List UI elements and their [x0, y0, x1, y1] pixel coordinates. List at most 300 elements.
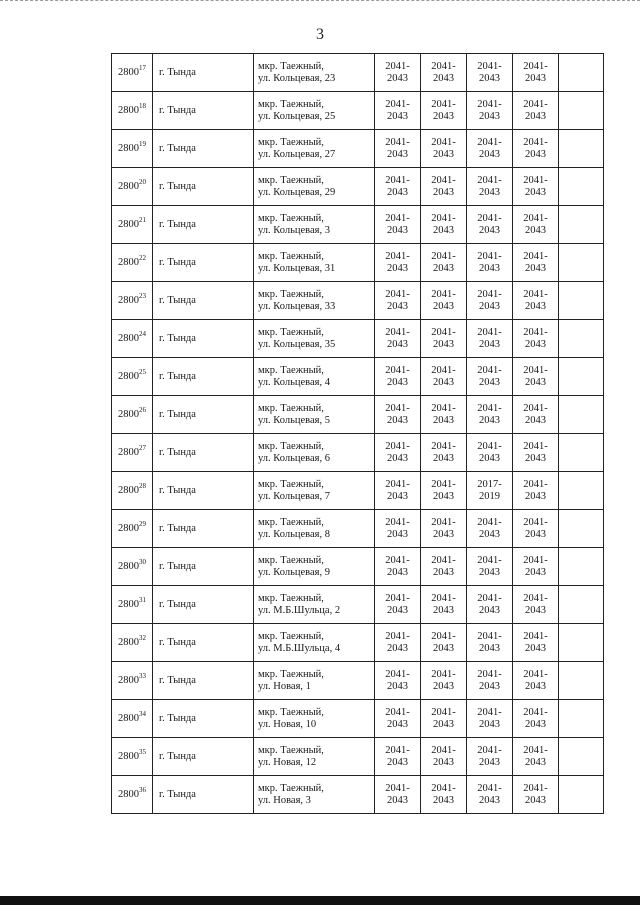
table-row	[112, 776, 604, 814]
year-range-cell	[467, 358, 513, 396]
year-range-start: 2041-	[385, 60, 410, 72]
table-row	[112, 738, 604, 776]
year-range-cell	[513, 510, 559, 548]
object-code: 2800	[118, 256, 139, 268]
city-cell: г. Тында	[153, 434, 254, 472]
year-range-start: 2041-	[477, 136, 502, 148]
address-cell	[254, 282, 375, 320]
object-code-cell	[112, 738, 153, 776]
year-range-start: 2041-	[431, 478, 456, 490]
address-line-2: ул. Кольцевая, 23	[258, 72, 336, 84]
object-code-cell	[112, 168, 153, 206]
year-range-cell	[421, 662, 467, 700]
object-code-suffix: 33	[139, 671, 146, 680]
year-range-cell	[513, 586, 559, 624]
object-code-suffix: 19	[139, 139, 146, 148]
year-range-end: 2043	[525, 72, 546, 84]
year-range-start: 2041-	[477, 402, 502, 414]
year-range-start: 2041-	[385, 326, 410, 338]
year-range-start: 2041-	[385, 288, 410, 300]
address-cell	[254, 92, 375, 130]
year-range-cell	[467, 738, 513, 776]
table-row	[112, 396, 604, 434]
address-line-1: мкр. Таежный,	[258, 744, 324, 756]
year-range-start: 2041-	[431, 668, 456, 680]
year-range-end: 2043	[525, 452, 546, 464]
register-table	[111, 53, 604, 814]
object-code-cell	[112, 586, 153, 624]
object-code-cell	[112, 624, 153, 662]
year-range-end: 2043	[387, 148, 408, 160]
city-cell: г. Тында	[153, 130, 254, 168]
year-range-start: 2041-	[523, 630, 548, 642]
year-range-cell	[513, 396, 559, 434]
year-range-start: 2041-	[385, 136, 410, 148]
year-range-cell	[375, 130, 421, 168]
year-range-cell	[421, 510, 467, 548]
object-code-cell	[112, 130, 153, 168]
empty-cell	[559, 548, 604, 586]
object-code: 2800	[118, 370, 139, 382]
year-range-start: 2041-	[523, 592, 548, 604]
empty-cell	[559, 92, 604, 130]
year-range-start: 2041-	[477, 212, 502, 224]
table-row	[112, 358, 604, 396]
year-range-start: 2041-	[431, 250, 456, 262]
year-range-cell	[375, 358, 421, 396]
year-range-end: 2043	[525, 680, 546, 692]
table-row	[112, 472, 604, 510]
year-range-end: 2043	[387, 414, 408, 426]
year-range-end: 2043	[433, 756, 454, 768]
object-code: 2800	[118, 218, 139, 230]
address-line-2: ул. Новая, 10	[258, 718, 317, 730]
year-range-start: 2041-	[385, 250, 410, 262]
year-range-start: 2041-	[477, 174, 502, 186]
year-range-end: 2043	[387, 794, 408, 806]
address-cell	[254, 434, 375, 472]
city-cell: г. Тында	[153, 282, 254, 320]
year-range-cell	[421, 282, 467, 320]
object-code-suffix: 24	[139, 329, 146, 338]
address-line-1: мкр. Таежный,	[258, 478, 324, 490]
year-range-end: 2043	[525, 794, 546, 806]
year-range-end: 2043	[525, 490, 546, 502]
year-range-cell	[375, 282, 421, 320]
year-range-cell	[375, 510, 421, 548]
address-line-1: мкр. Таежный,	[258, 288, 324, 300]
year-range-end: 2043	[433, 718, 454, 730]
year-range-start: 2041-	[477, 706, 502, 718]
empty-cell	[559, 244, 604, 282]
year-range-cell	[421, 168, 467, 206]
year-range-start: 2041-	[523, 440, 548, 452]
year-range-end: 2043	[433, 300, 454, 312]
year-range-end: 2043	[387, 718, 408, 730]
object-code-suffix: 21	[139, 215, 146, 224]
year-range-start: 2041-	[523, 668, 548, 680]
year-range-end: 2043	[479, 300, 500, 312]
year-range-cell	[421, 130, 467, 168]
year-range-cell	[467, 282, 513, 320]
year-range-start: 2041-	[523, 516, 548, 528]
year-range-end: 2043	[525, 110, 546, 122]
year-range-cell	[375, 396, 421, 434]
year-range-end: 2043	[433, 680, 454, 692]
address-cell	[254, 244, 375, 282]
year-range-start: 2041-	[385, 630, 410, 642]
year-range-start: 2041-	[523, 212, 548, 224]
year-range-end: 2043	[433, 148, 454, 160]
year-range-cell	[513, 282, 559, 320]
address-line-2: ул. Новая, 1	[258, 680, 311, 692]
year-range-end: 2043	[433, 794, 454, 806]
year-range-end: 2043	[525, 604, 546, 616]
year-range-end: 2043	[479, 718, 500, 730]
year-range-end: 2043	[479, 756, 500, 768]
address-line-2: ул. М.Б.Шульца, 2	[258, 604, 341, 616]
year-range-end: 2043	[387, 604, 408, 616]
address-cell	[254, 662, 375, 700]
address-cell	[254, 396, 375, 434]
address-line-2: ул. Кольцевая, 9	[258, 566, 330, 578]
year-range-start: 2041-	[523, 60, 548, 72]
year-range-end: 2043	[433, 452, 454, 464]
address-line-1: мкр. Таежный,	[258, 136, 324, 148]
year-range-cell	[513, 434, 559, 472]
year-range-cell	[467, 434, 513, 472]
year-range-end: 2043	[433, 262, 454, 274]
empty-cell	[559, 130, 604, 168]
year-range-end: 2043	[387, 224, 408, 236]
object-code-suffix: 25	[139, 367, 146, 376]
register-table-body	[112, 54, 604, 814]
year-range-end: 2043	[433, 72, 454, 84]
year-range-start: 2041-	[523, 478, 548, 490]
object-code-suffix: 18	[139, 101, 146, 110]
address-cell	[254, 130, 375, 168]
year-range-end: 2043	[479, 186, 500, 198]
year-range-end: 2043	[525, 148, 546, 160]
object-code-suffix: 20	[139, 177, 146, 186]
year-range-cell	[513, 776, 559, 814]
year-range-start: 2041-	[477, 744, 502, 756]
object-code: 2800	[118, 408, 139, 420]
address-line-1: мкр. Таежный,	[258, 250, 324, 262]
address-line-1: мкр. Таежный,	[258, 212, 324, 224]
year-range-end: 2043	[433, 604, 454, 616]
address-cell	[254, 700, 375, 738]
scan-bottom-edge	[0, 896, 640, 905]
year-range-start: 2041-	[385, 554, 410, 566]
city-cell: г. Тында	[153, 738, 254, 776]
address-cell	[254, 776, 375, 814]
year-range-start: 2041-	[431, 136, 456, 148]
year-range-cell	[513, 92, 559, 130]
year-range-end: 2043	[433, 528, 454, 540]
year-range-start: 2041-	[477, 668, 502, 680]
year-range-cell	[375, 92, 421, 130]
address-line-2: ул. Кольцевая, 4	[258, 376, 330, 388]
year-range-start: 2041-	[385, 98, 410, 110]
year-range-start: 2041-	[523, 98, 548, 110]
year-range-cell	[467, 510, 513, 548]
year-range-start: 2041-	[477, 554, 502, 566]
year-range-cell	[421, 586, 467, 624]
year-range-start: 2041-	[431, 630, 456, 642]
address-line-1: мкр. Таежный,	[258, 326, 324, 338]
year-range-end: 2043	[525, 224, 546, 236]
year-range-end: 2043	[479, 604, 500, 616]
year-range-cell	[513, 130, 559, 168]
year-range-cell	[375, 168, 421, 206]
address-line-1: мкр. Таежный,	[258, 174, 324, 186]
year-range-end: 2043	[387, 72, 408, 84]
year-range-end: 2043	[525, 414, 546, 426]
year-range-end: 2043	[387, 680, 408, 692]
empty-cell	[559, 168, 604, 206]
year-range-start: 2041-	[385, 478, 410, 490]
year-range-cell	[375, 320, 421, 358]
table-row	[112, 700, 604, 738]
year-range-end: 2043	[479, 72, 500, 84]
year-range-start: 2041-	[523, 364, 548, 376]
year-range-end: 2043	[525, 642, 546, 654]
address-line-2: ул. Новая, 3	[258, 794, 311, 806]
address-line-1: мкр. Таежный,	[258, 98, 324, 110]
year-range-end: 2043	[525, 376, 546, 388]
year-range-end: 2043	[433, 186, 454, 198]
year-range-cell	[421, 700, 467, 738]
address-line-2: ул. Кольцевая, 5	[258, 414, 330, 426]
year-range-cell	[467, 54, 513, 92]
year-range-end: 2043	[387, 300, 408, 312]
object-code: 2800	[118, 712, 139, 724]
year-range-end: 2043	[433, 642, 454, 654]
year-range-start: 2041-	[431, 402, 456, 414]
year-range-start: 2041-	[431, 554, 456, 566]
object-code-cell	[112, 358, 153, 396]
object-code-cell	[112, 282, 153, 320]
table-row	[112, 282, 604, 320]
empty-cell	[559, 54, 604, 92]
address-line-1: мкр. Таежный,	[258, 782, 324, 794]
year-range-cell	[375, 548, 421, 586]
object-code: 2800	[118, 750, 139, 762]
year-range-start: 2041-	[385, 516, 410, 528]
address-line-1: мкр. Таежный,	[258, 668, 324, 680]
object-code-suffix: 23	[139, 291, 146, 300]
object-code-cell	[112, 320, 153, 358]
year-range-end: 2043	[433, 376, 454, 388]
object-code-cell	[112, 92, 153, 130]
empty-cell	[559, 700, 604, 738]
year-range-start: 2041-	[431, 60, 456, 72]
object-code-cell	[112, 662, 153, 700]
year-range-start: 2041-	[477, 364, 502, 376]
object-code: 2800	[118, 446, 139, 458]
year-range-cell	[421, 548, 467, 586]
address-line-1: мкр. Таежный,	[258, 706, 324, 718]
object-code: 2800	[118, 66, 139, 78]
year-range-start: 2041-	[385, 174, 410, 186]
table-row	[112, 624, 604, 662]
empty-cell	[559, 282, 604, 320]
year-range-cell	[375, 206, 421, 244]
address-line-1: мкр. Таежный,	[258, 516, 324, 528]
year-range-end: 2043	[387, 186, 408, 198]
empty-cell	[559, 776, 604, 814]
city-cell: г. Тында	[153, 358, 254, 396]
address-line-2: ул. Кольцевая, 6	[258, 452, 330, 464]
year-range-start: 2041-	[431, 326, 456, 338]
year-range-cell	[421, 358, 467, 396]
year-range-start: 2041-	[431, 98, 456, 110]
year-range-cell	[513, 548, 559, 586]
address-line-2: ул. Кольцевая, 33	[258, 300, 336, 312]
year-range-start: 2041-	[385, 402, 410, 414]
year-range-cell	[513, 320, 559, 358]
year-range-start: 2041-	[431, 174, 456, 186]
year-range-cell	[467, 700, 513, 738]
year-range-end: 2043	[433, 414, 454, 426]
address-line-2: ул. Кольцевая, 29	[258, 186, 336, 198]
address-cell	[254, 510, 375, 548]
year-range-end: 2043	[387, 566, 408, 578]
year-range-cell	[421, 92, 467, 130]
year-range-cell	[467, 472, 513, 510]
year-range-cell	[467, 206, 513, 244]
year-range-start: 2041-	[431, 516, 456, 528]
address-line-2: ул. Кольцевая, 31	[258, 262, 336, 274]
year-range-cell	[421, 320, 467, 358]
year-range-start: 2017-	[477, 478, 502, 490]
empty-cell	[559, 472, 604, 510]
address-line-2: ул. Кольцевая, 35	[258, 338, 336, 350]
table-row	[112, 244, 604, 282]
year-range-cell	[375, 624, 421, 662]
year-range-end: 2043	[479, 642, 500, 654]
address-line-2: ул. Новая, 12	[258, 756, 317, 768]
year-range-start: 2041-	[431, 744, 456, 756]
city-cell: г. Тында	[153, 92, 254, 130]
year-range-end: 2043	[387, 338, 408, 350]
year-range-cell	[421, 624, 467, 662]
year-range-end: 2043	[387, 262, 408, 274]
year-range-start: 2041-	[477, 288, 502, 300]
city-cell: г. Тында	[153, 168, 254, 206]
year-range-end: 2043	[525, 262, 546, 274]
year-range-cell	[421, 472, 467, 510]
year-range-start: 2041-	[523, 250, 548, 262]
year-range-start: 2041-	[385, 744, 410, 756]
year-range-end: 2043	[479, 148, 500, 160]
address-cell	[254, 206, 375, 244]
address-line-2: ул. Кольцевая, 7	[258, 490, 330, 502]
empty-cell	[559, 206, 604, 244]
object-code-cell	[112, 206, 153, 244]
table-row	[112, 662, 604, 700]
year-range-start: 2041-	[523, 706, 548, 718]
table-row	[112, 92, 604, 130]
year-range-start: 2041-	[385, 364, 410, 376]
object-code-suffix: 34	[139, 709, 146, 718]
year-range-end: 2043	[479, 110, 500, 122]
year-range-start: 2041-	[431, 592, 456, 604]
year-range-cell	[421, 54, 467, 92]
object-code-suffix: 29	[139, 519, 146, 528]
object-code: 2800	[118, 560, 139, 572]
year-range-cell	[467, 168, 513, 206]
city-cell: г. Тында	[153, 700, 254, 738]
address-line-1: мкр. Таежный,	[258, 554, 324, 566]
address-cell	[254, 168, 375, 206]
object-code: 2800	[118, 332, 139, 344]
year-range-cell	[513, 54, 559, 92]
object-code-cell	[112, 434, 153, 472]
year-range-start: 2041-	[431, 440, 456, 452]
address-line-1: мкр. Таежный,	[258, 364, 324, 376]
object-code-suffix: 26	[139, 405, 146, 414]
city-cell: г. Тында	[153, 244, 254, 282]
year-range-start: 2041-	[477, 782, 502, 794]
year-range-cell	[467, 244, 513, 282]
year-range-end: 2043	[433, 110, 454, 122]
year-range-cell	[513, 206, 559, 244]
city-cell: г. Тында	[153, 662, 254, 700]
year-range-end: 2043	[479, 262, 500, 274]
year-range-cell	[421, 738, 467, 776]
year-range-cell	[421, 396, 467, 434]
table-row	[112, 130, 604, 168]
object-code: 2800	[118, 294, 139, 306]
empty-cell	[559, 320, 604, 358]
table-row	[112, 168, 604, 206]
year-range-cell	[421, 244, 467, 282]
year-range-cell	[513, 358, 559, 396]
address-cell	[254, 358, 375, 396]
empty-cell	[559, 434, 604, 472]
year-range-end: 2043	[387, 642, 408, 654]
year-range-end: 2043	[387, 110, 408, 122]
address-line-1: мкр. Таежный,	[258, 402, 324, 414]
object-code: 2800	[118, 180, 139, 192]
year-range-cell	[513, 472, 559, 510]
year-range-start: 2041-	[477, 98, 502, 110]
object-code-suffix: 22	[139, 253, 146, 262]
year-range-cell	[375, 738, 421, 776]
year-range-cell	[375, 244, 421, 282]
object-code-cell	[112, 548, 153, 586]
object-code-suffix: 31	[139, 595, 146, 604]
year-range-start: 2041-	[523, 402, 548, 414]
year-range-start: 2041-	[431, 706, 456, 718]
year-range-end: 2043	[525, 300, 546, 312]
year-range-start: 2041-	[477, 630, 502, 642]
year-range-start: 2041-	[431, 364, 456, 376]
year-range-start: 2041-	[477, 60, 502, 72]
year-range-end: 2043	[387, 528, 408, 540]
year-range-cell	[375, 776, 421, 814]
address-line-2: ул. М.Б.Шульца, 4	[258, 642, 341, 654]
table-row	[112, 54, 604, 92]
year-range-cell	[467, 92, 513, 130]
year-range-start: 2041-	[477, 440, 502, 452]
table-row	[112, 548, 604, 586]
object-code-suffix: 35	[139, 747, 146, 756]
address-cell	[254, 738, 375, 776]
object-code-suffix: 36	[139, 785, 146, 794]
